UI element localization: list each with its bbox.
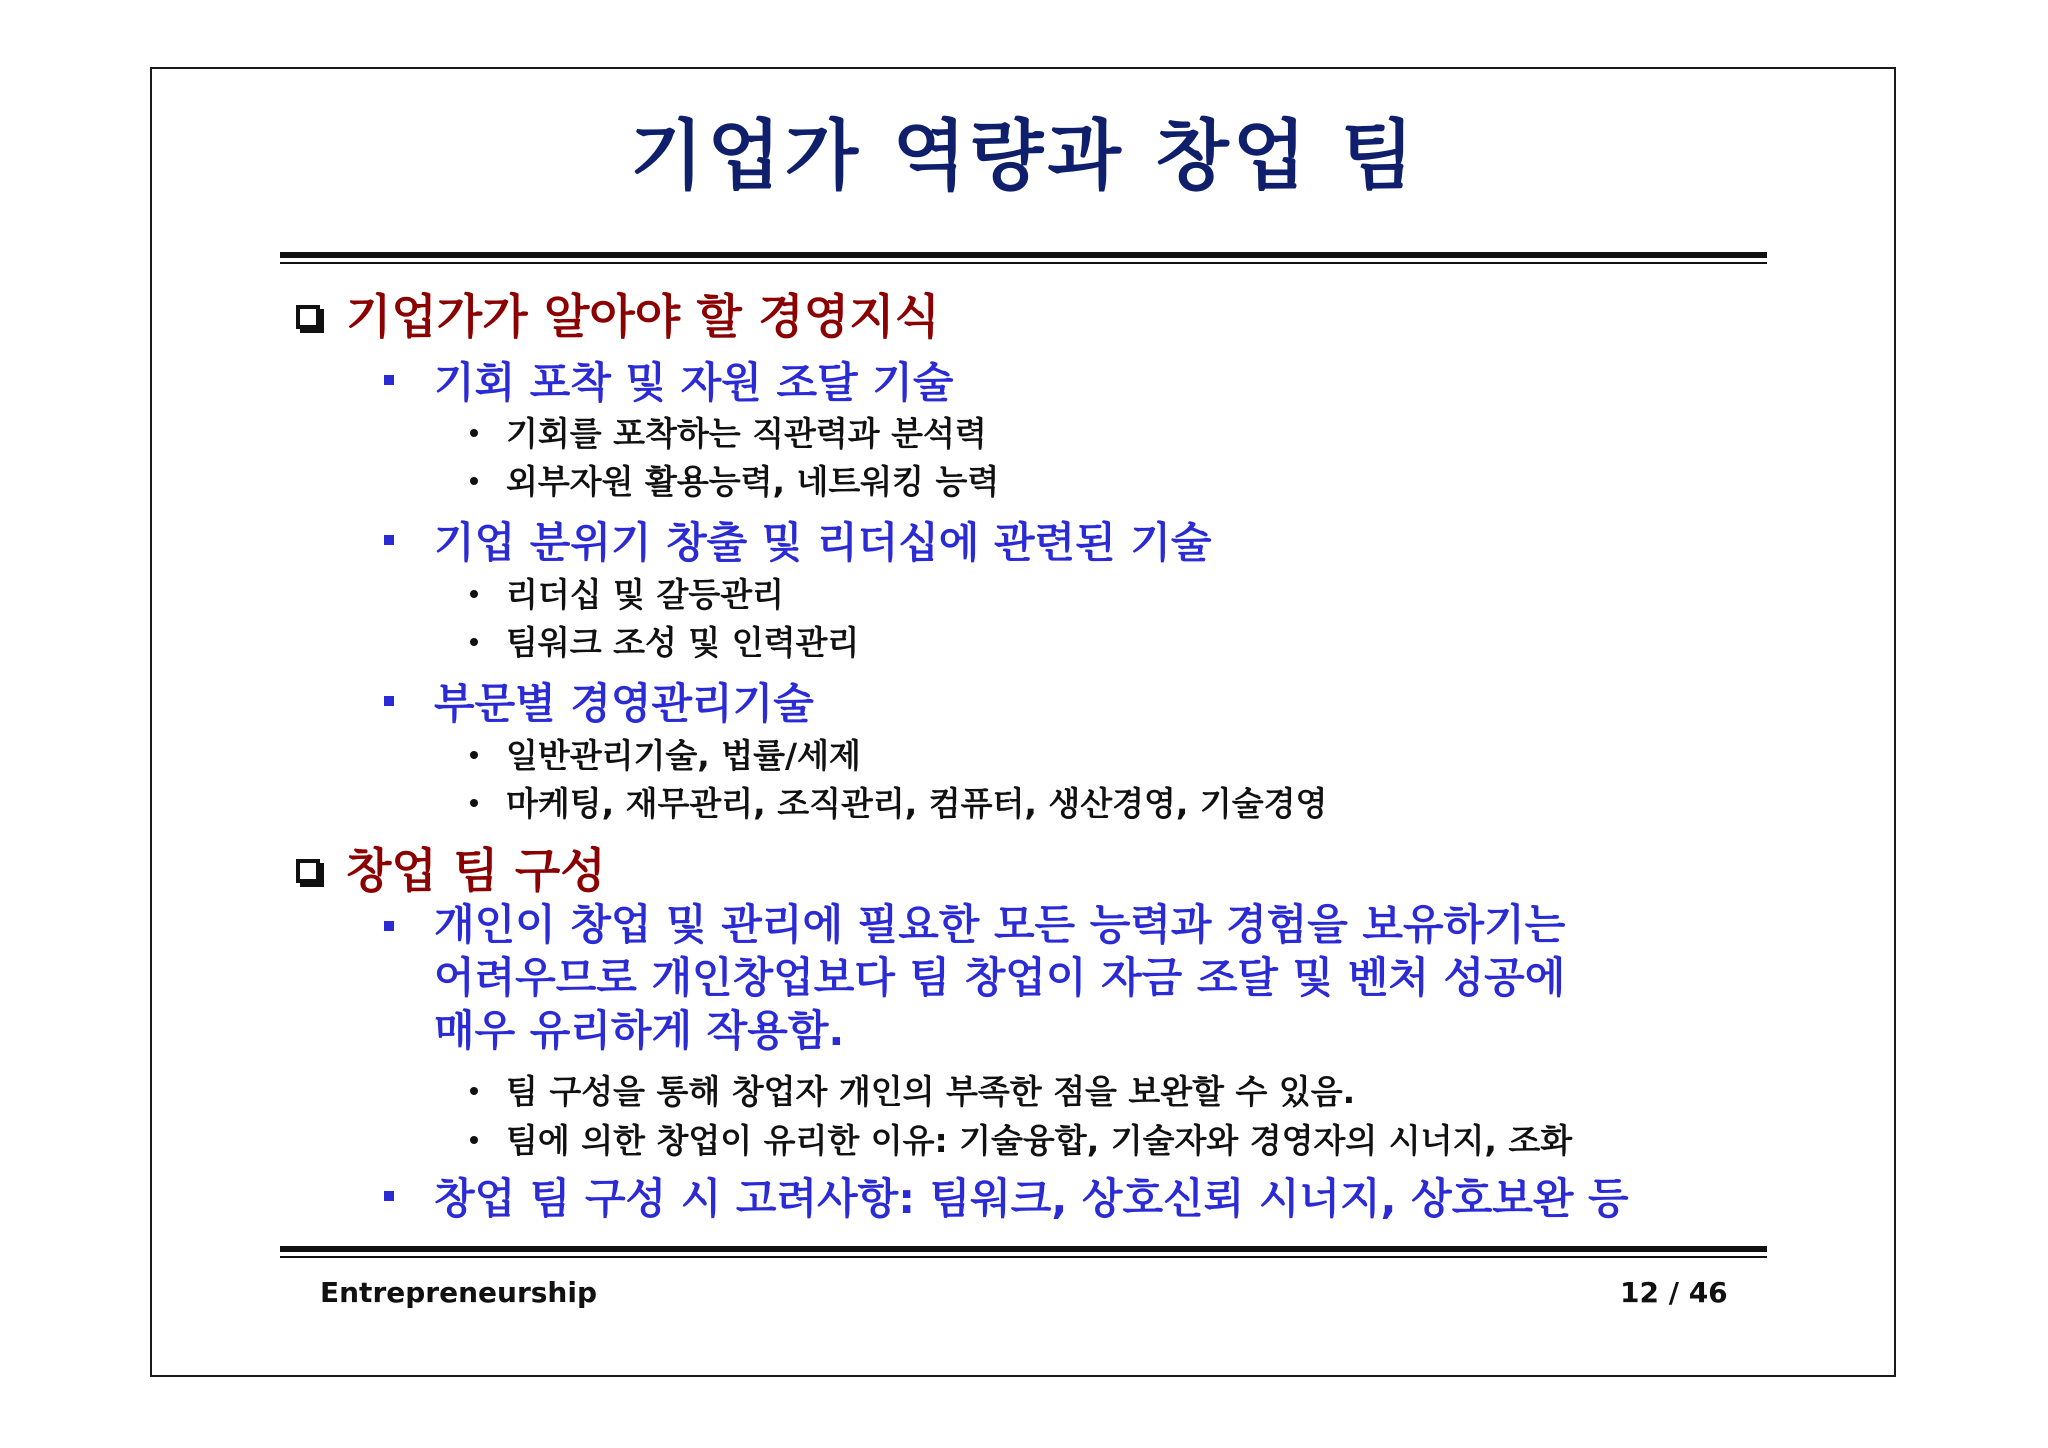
checkbox-bullet-icon [296,305,320,329]
paragraph-line: 어려우므로 개인창업보다 팀 창업이 자금 조달 및 벤처 성공에 [434,953,1566,1002]
dot-bullet-icon [470,477,478,485]
dot-bullet-icon [470,590,478,598]
list-item [384,904,434,953]
top-rule-thin [280,262,1767,264]
list-item-paragraph [434,898,1565,1057]
bottom-rule-thick [280,1246,1767,1252]
sub-list-item: 마케팅, 재무관리, 조직관리, 컴퓨터, 생산경영, 기술경영 [470,778,1327,825]
dot-bullet-icon [470,1087,478,1095]
dot-bullet-icon [470,429,478,437]
section-heading-2: 창업 팀 구성 [296,834,606,901]
list-item: 창업 팀 구성 시 고려사항: 팀워크, 상호신뢰 시너지, 상호보완 등 [384,1166,1629,1226]
list-item: 기업 분위기 창출 및 리더십에 관련된 기술 [384,510,1211,570]
dot-bullet-icon [470,1136,478,1144]
footer-course: Entrepreneurship [320,1276,597,1309]
sub-list-item: 기회를 포착하는 직관력과 분석력 [470,408,987,455]
square-bullet-icon [384,1191,394,1201]
dot-bullet-icon [470,799,478,807]
sub-list-item: 팀 구성을 통해 창업자 개인의 부족한 점을 보완할 수 있음. [470,1066,1355,1113]
sub-list-item: 일반관리기술, 법률/세제 [470,730,861,777]
paragraph-line: 개인이 창업 및 관리에 필요한 모든 능력과 경험을 보유하기는 [434,900,1566,949]
slide-title: 기업가 역량과 창업 팀 [629,111,1419,200]
sub-list-item: 팀워크 조성 및 인력관리 [470,617,859,664]
square-bullet-icon [384,696,394,706]
section-heading-1: 기업가가 알아야 할 경영지식 [296,280,940,347]
dot-bullet-icon [470,638,478,646]
dot-bullet-icon [470,751,478,759]
bottom-rule-thin [280,1256,1767,1258]
sub-list-item: 팀에 의한 창업이 유리한 이유: 기술융합, 기술자와 경영자의 시너지, 조화 [470,1115,1572,1162]
square-bullet-icon [384,535,394,545]
square-bullet-icon [384,921,394,931]
paragraph-line: 매우 유리하게 작용함. [434,1006,845,1055]
sub-list-item: 외부자원 활용능력, 네트워킹 능력 [470,456,999,503]
footer-page-number: 12 / 46 [1620,1276,1728,1309]
checkbox-bullet-icon [296,859,320,883]
list-item: 기회 포착 및 자원 조달 기술 [384,350,953,410]
sub-list-item: 리더십 및 갈등관리 [470,569,784,616]
list-item: 부문별 경영관리기술 [384,671,814,731]
square-bullet-icon [384,375,394,385]
top-rule-thick [280,252,1767,258]
